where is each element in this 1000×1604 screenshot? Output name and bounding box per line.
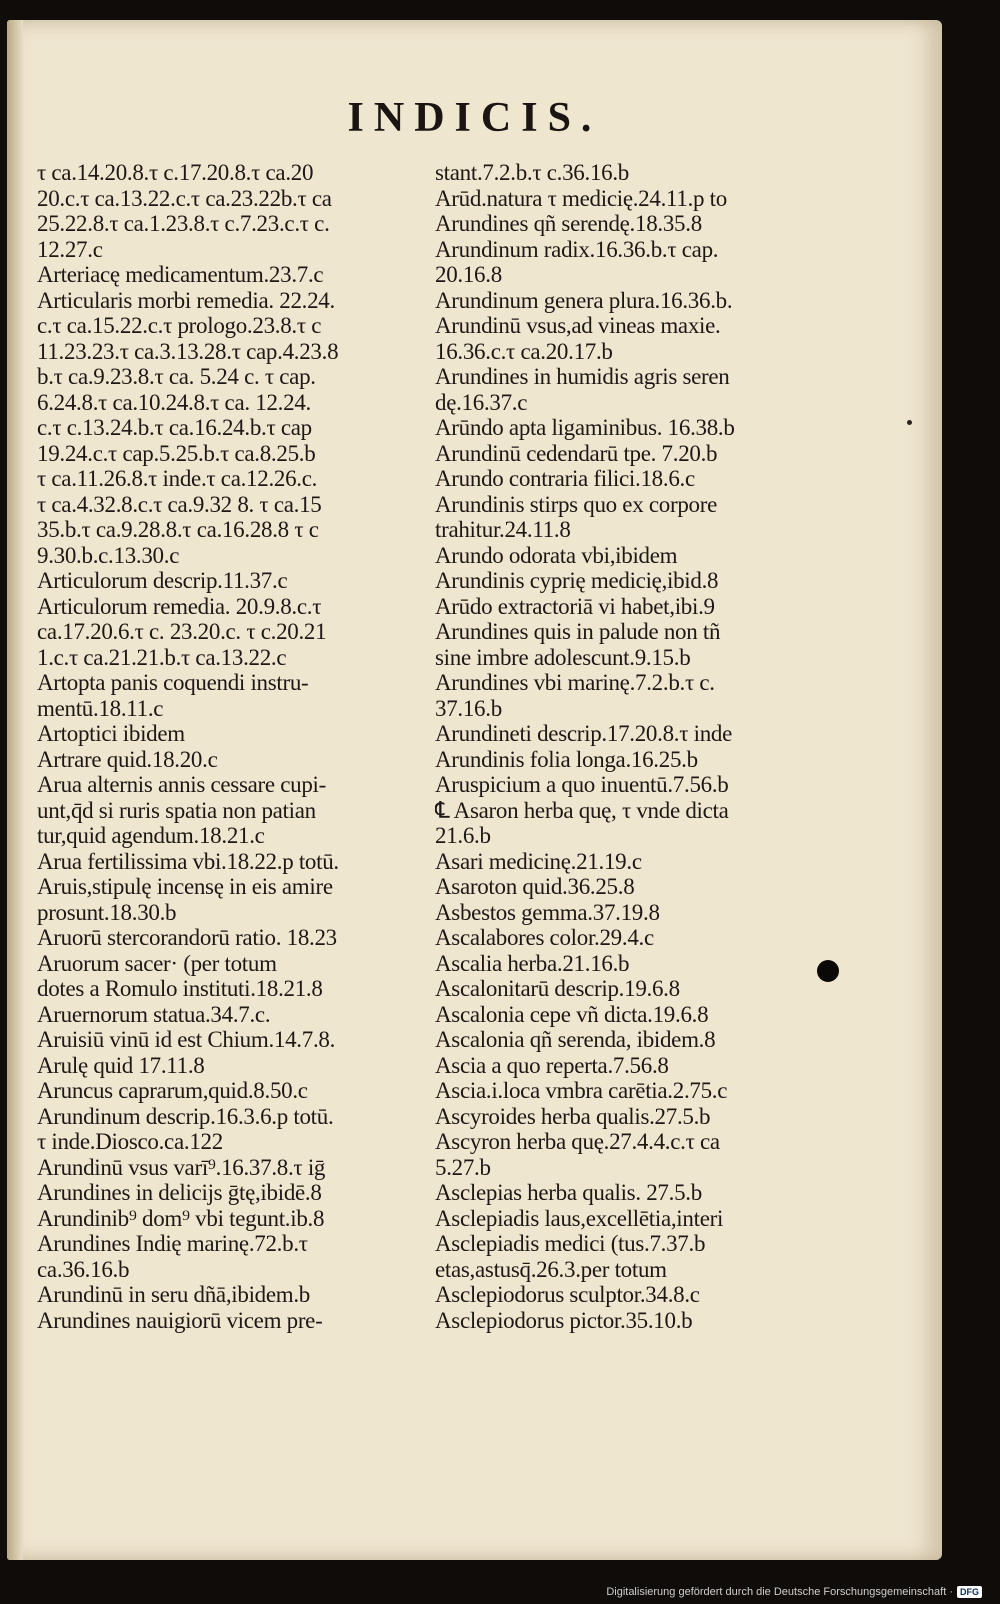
index-line: Articulorum remedia. 20.9.8.c.τ: [37, 593, 322, 619]
index-line: Arundinū vsus varī⁹.16.37.8.τ iḡ: [37, 1154, 326, 1180]
index-line: Arundines in delicijs ḡtę,ibidē.8: [37, 1180, 322, 1205]
index-line: b.τ ca.9.23.8.τ ca. 5.24 c. τ cap.: [37, 364, 316, 389]
index-line: Arundinis folia longa.16.25.b: [435, 746, 698, 772]
index-line: Asclepias herba qualis. 27.5.b: [435, 1180, 702, 1205]
index-line: Aruorum sacer· (per totum: [37, 950, 277, 976]
index-line: Arundinum genera plura.16.36.b.: [435, 287, 733, 313]
index-line: 1.c.τ ca.21.21.b.τ ca.13.22.c: [37, 644, 287, 670]
index-line: 19.24.c.τ cap.5.25.b.τ ca.8.25.b: [37, 440, 316, 466]
index-line: Aruspicium a quo inuentū.7.56.b: [435, 772, 729, 797]
index-line: Arteriacę medicamentum.23.7.c: [37, 262, 324, 287]
page-fold: [7, 20, 23, 1560]
dfg-logo: DFG: [957, 1586, 982, 1598]
index-line: Asclepiodorus sculptor.34.8.c: [435, 1282, 700, 1307]
index-line: 5.27.b: [435, 1154, 491, 1180]
index-line: Arundineti descrip.17.20.8.τ inde: [435, 721, 733, 746]
index-line: Arundines nauigiorū vicem pre-: [37, 1307, 323, 1333]
index-line: Arundinib⁹ dom⁹ vbi tegunt.ib.8: [37, 1205, 325, 1231]
index-line: Arundinum radix.16.36.b.τ cap.: [435, 236, 719, 262]
index-line: τ ca.4.32.8.c.τ ca.9.32 8. τ ca.15: [37, 491, 322, 517]
index-column-right: [435, 160, 835, 1333]
index-line: ca.17.20.6.τ c. 23.20.c. τ c.20.21: [37, 619, 327, 644]
index-line: 35.b.τ ca.9.28.8.τ ca.16.28.8 τ c: [37, 517, 319, 542]
index-line: 12.27.c: [37, 236, 103, 262]
digitization-credit: [606, 1586, 982, 1598]
index-line: Arundinū vsus,ad vineas maxie.: [435, 313, 721, 338]
index-line: Articularis morbi remedia. 22.24.: [37, 287, 335, 313]
index-line: 16.36.c.τ ca.20.17.b: [435, 338, 613, 364]
index-line: sine imbre adolescunt.9.15.b: [435, 644, 691, 670]
index-line: Asaroton quid.36.25.8: [435, 874, 635, 899]
index-line: Arundines quis in palude non tñ: [435, 619, 721, 644]
index-line: Ascalonia cepe vñ dicta.19.6.8: [435, 1001, 709, 1027]
index-line: τ ca.14.20.8.τ c.17.20.8.τ ca.20: [37, 160, 314, 185]
index-line: c.τ c.13.24.b.τ ca.16.24.b.τ cap: [37, 415, 312, 440]
index-line: etas,astusq̄.26.3.per totum: [435, 1256, 667, 1282]
index-column-left: [37, 160, 437, 1333]
index-line: Arundo contraria filici.18.6.c: [435, 466, 695, 491]
index-line: 25.22.8.τ ca.1.23.8.τ c.7.23.c.τ c.: [37, 211, 330, 236]
index-line: Asari medicinę.21.19.c: [435, 848, 642, 874]
index-line: Asbestos gemma.37.19.8: [435, 899, 660, 925]
index-line: Arulę quid 17.11.8: [37, 1052, 205, 1078]
index-line: Aruis,stipulę incensę in eis amire: [37, 874, 333, 899]
index-line: Aruernorum statua.34.7.c.: [37, 1001, 271, 1027]
index-line: Arūd.natura τ medicię.24.11.p to: [435, 185, 727, 211]
ink-blot: [817, 960, 839, 982]
index-line: Arundinis stirps quo ex corpore: [435, 491, 717, 517]
index-line: Artoptici ibidem: [37, 721, 185, 746]
index-line: Asclepiadis laus,excellētia,interi: [435, 1205, 724, 1231]
index-line: mentū.18.11.c: [37, 695, 164, 721]
index-line: Ascyron herba quę.27.4.4.c.τ ca: [435, 1129, 720, 1154]
index-line: dotes a Romulo instituti.18.21.8: [37, 976, 323, 1001]
index-line: prosunt.18.30.b: [37, 899, 177, 925]
index-line: Aruisiū vinū id est Chium.14.7.8.: [37, 1027, 336, 1052]
index-line: Arundinum descrip.16.3.6.p totū.: [37, 1103, 334, 1129]
index-line: dę.16.37.c: [435, 389, 528, 415]
index-line: τ ca.11.26.8.τ inde.τ ca.12.26.c.: [37, 466, 318, 491]
index-line: Ascalabores color.29.4.c: [435, 925, 654, 950]
index-line: 6.24.8.τ ca.10.24.8.τ ca. 12.24.: [37, 389, 311, 415]
index-line: Aruorū stercorandorū ratio. 18.23: [37, 925, 337, 950]
index-line: Arundinū cedendarū tpe. 7.20.b: [435, 440, 718, 466]
credit-text: Digitalisierung gefördert durch die Deutsche Forschungsgemeinschaft ·: [606, 1586, 953, 1598]
index-line: Arundo odorata vbi,ibidem: [435, 542, 678, 568]
index-line: 21.6.b: [435, 823, 491, 848]
index-line: Ascalonia qñ serenda, ibidem.8: [435, 1027, 716, 1052]
index-line: Asclepiadis medici (tus.7.37.b: [435, 1231, 706, 1256]
index-line: Ascalia herba.21.16.b: [435, 950, 630, 976]
index-line: Arua fertilissima vbi.18.22.p totū.: [37, 848, 339, 874]
index-line: Arundinū in seru dñā,ibidem.b: [37, 1282, 311, 1307]
index-line: Artopta panis coquendi instru-: [37, 670, 309, 695]
index-line: ℄ Asaron herba quę, τ vnde dicta: [435, 797, 729, 823]
index-line: Arūdo extractoriā vi habet,ibi.9: [435, 593, 715, 619]
index-line: c.τ ca.15.22.c.τ prologo.23.8.τ c: [37, 313, 322, 338]
index-line: 20.16.8: [435, 262, 502, 287]
index-line: Articulorum descrip.11.37.c: [37, 568, 288, 593]
index-line: stant.7.2.b.τ c.36.16.b: [435, 160, 629, 185]
index-line: Arūndo apta ligaminibus. 16.38.b: [435, 415, 735, 440]
index-line: trahitur.24.11.8: [435, 517, 571, 542]
index-line: Ascia.i.loca vmbra carētia.2.75.c: [435, 1078, 728, 1103]
index-line: Arundines in humidis agris seren: [435, 364, 730, 389]
index-line: Arundinis cyprię medicię,ibid.8: [435, 568, 719, 593]
index-line: 20.c.τ ca.13.22.c.τ ca.23.22b.τ ca: [37, 185, 332, 211]
index-line: tur,quid agendum.18.21.c: [37, 823, 265, 848]
index-line: Arundines vbi marinę.7.2.b.τ c.: [435, 670, 715, 695]
running-head: INDICIS.: [347, 95, 602, 141]
index-line: Arundines Indię marinę.72.b.τ: [37, 1231, 308, 1256]
index-line: 11.23.23.τ ca.3.13.28.τ cap.4.23.8: [37, 338, 339, 364]
index-line: Artrare quid.18.20.c: [37, 746, 218, 772]
book-page: [7, 20, 942, 1560]
ink-speck: [907, 420, 912, 425]
index-line: 37.16.b: [435, 695, 502, 721]
index-line: τ inde.Diosco.ca.122: [37, 1129, 223, 1154]
index-line: unt,q̄d si ruris spatia non patian: [37, 797, 316, 823]
index-line: Arua alternis annis cessare cupi-: [37, 772, 326, 797]
index-line: 9.30.b.c.13.30.c: [37, 542, 180, 568]
index-line: Arundines qñ serendę.18.35.8: [435, 211, 702, 236]
index-line: Aruncus caprarum,quid.8.50.c: [37, 1078, 308, 1103]
index-line: Asclepiodorus pictor.35.10.b: [435, 1307, 693, 1333]
index-line: Ascalonitarū descrip.19.6.8: [435, 976, 680, 1001]
index-line: ca.36.16.b: [37, 1256, 130, 1282]
index-line: Ascia a quo reperta.7.56.8: [435, 1052, 669, 1078]
index-line: Ascyroides herba qualis.27.5.b: [435, 1103, 711, 1129]
